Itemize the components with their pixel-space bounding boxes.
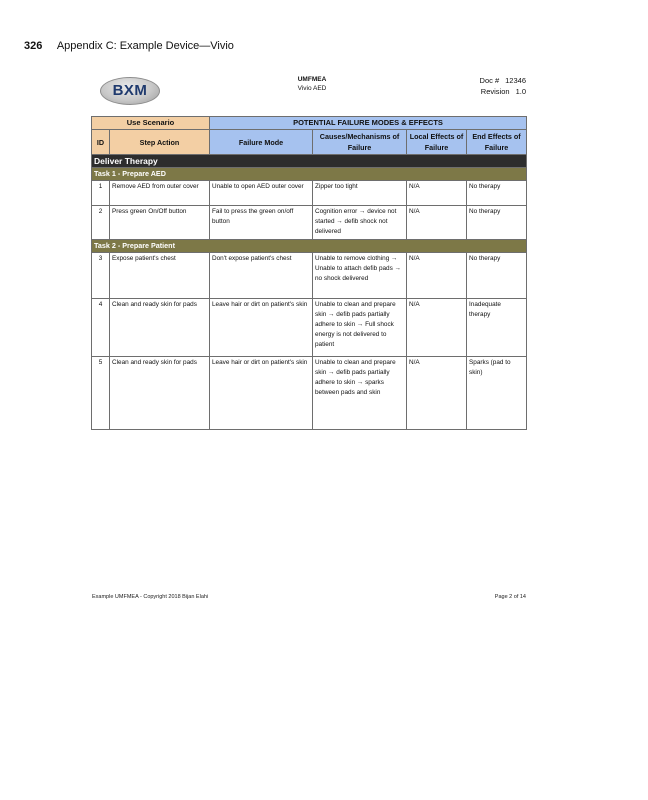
- row-local-effects: N/A: [407, 206, 467, 240]
- row-causes: Unable to clean and prepare skin → defib pads partially adhere to skin → Full shock energy is not delivered to patient: [313, 299, 407, 357]
- row-end-effects: No therapy: [467, 181, 527, 206]
- row-id: 2: [92, 206, 110, 240]
- column-header-causes: Causes/Mechanisms of Failure: [313, 130, 407, 155]
- row-local-effects: N/A: [407, 299, 467, 357]
- row-local-effects: N/A: [407, 357, 467, 430]
- task-title: Task 1 - Prepare AED: [92, 168, 527, 181]
- row-id: 4: [92, 299, 110, 357]
- company-logo: BXM: [100, 77, 160, 105]
- section-title: Deliver Therapy: [92, 155, 527, 168]
- row-causes: Zipper too tight: [313, 181, 407, 206]
- revision-value: 1.0: [515, 87, 526, 96]
- section-row: [92, 155, 527, 168]
- task-title: Task 2 - Prepare Patient: [92, 240, 527, 253]
- column-header-end-effects: End Effects of Failure: [467, 130, 527, 155]
- task-row: [92, 168, 527, 181]
- table-row: [92, 253, 527, 299]
- column-header-failure-mode: Failure Mode: [210, 130, 313, 155]
- table-row: [92, 357, 527, 430]
- footer-page-count: Page 2 of 14: [494, 594, 526, 600]
- running-head: [24, 40, 234, 52]
- row-local-effects: N/A: [407, 181, 467, 206]
- doc-info: [480, 75, 526, 97]
- row-failure-mode: Don't expose patient's chest: [210, 253, 313, 299]
- row-step-action: Press green On/Off button: [110, 206, 210, 240]
- sheet-header: [92, 73, 526, 107]
- column-header-id: ID: [92, 130, 110, 155]
- page-number: 326: [24, 40, 43, 52]
- row-id: 1: [92, 181, 110, 206]
- row-failure-mode: Leave hair or dirt on patient's skin: [210, 357, 313, 430]
- column-header-local-effects: Local Effects of Failure: [407, 130, 467, 155]
- table-row: [92, 299, 527, 357]
- column-header-row: [92, 130, 527, 155]
- table-row: [92, 181, 527, 206]
- row-end-effects: Sparks (pad to skin): [467, 357, 527, 430]
- row-step-action: Expose patient's chest: [110, 253, 210, 299]
- footer-copyright: Example UMFMEA - Copyright 2018 Bijan Elahi: [92, 594, 209, 600]
- use-scenario-header: Use Scenario: [92, 117, 210, 130]
- revision-label: Revision: [480, 87, 510, 96]
- row-failure-mode: Fail to press the green on/off button: [210, 206, 313, 240]
- doc-number-value: 12346: [505, 76, 526, 85]
- sheet-title-line1: UMFMEA: [297, 76, 327, 83]
- row-failure-mode: Leave hair or dirt on patient's skin: [210, 299, 313, 357]
- sheet-title: [282, 75, 342, 93]
- row-id: 3: [92, 253, 110, 299]
- row-step-action: Clean and ready skin for pads: [110, 357, 210, 430]
- row-causes: Cognition error → device not started → defib shock not delivered: [313, 206, 407, 240]
- row-end-effects: No therapy: [467, 206, 527, 240]
- running-head-title: Appendix C: Example Device—Vivio: [56, 40, 234, 52]
- row-local-effects: N/A: [407, 253, 467, 299]
- row-id: 5: [92, 357, 110, 430]
- column-header-step-action: Step Action: [110, 130, 210, 155]
- row-failure-mode: Unable to open AED outer cover: [210, 181, 313, 206]
- task-row: [92, 240, 527, 253]
- row-end-effects: Inadequate therapy: [467, 299, 527, 357]
- potential-failure-header: POTENTIAL FAILURE MODES & EFFECTS: [210, 117, 527, 130]
- row-step-action: Clean and ready skin for pads: [110, 299, 210, 357]
- group-header-row: [92, 117, 527, 130]
- fmea-table: [91, 116, 527, 430]
- row-causes: Unable to remove clothing → Unable to attach defib pads → no shock delivered: [313, 253, 407, 299]
- sheet-title-line2: Vivio AED: [297, 85, 327, 92]
- table-row: [92, 206, 527, 240]
- doc-number-label: Doc #: [479, 76, 500, 85]
- row-end-effects: No therapy: [467, 253, 527, 299]
- row-step-action: Remove AED from outer cover: [110, 181, 210, 206]
- row-causes: Unable to clean and prepare skin → defib pads partially adhere to skin → sparks between pads and skin: [313, 357, 407, 430]
